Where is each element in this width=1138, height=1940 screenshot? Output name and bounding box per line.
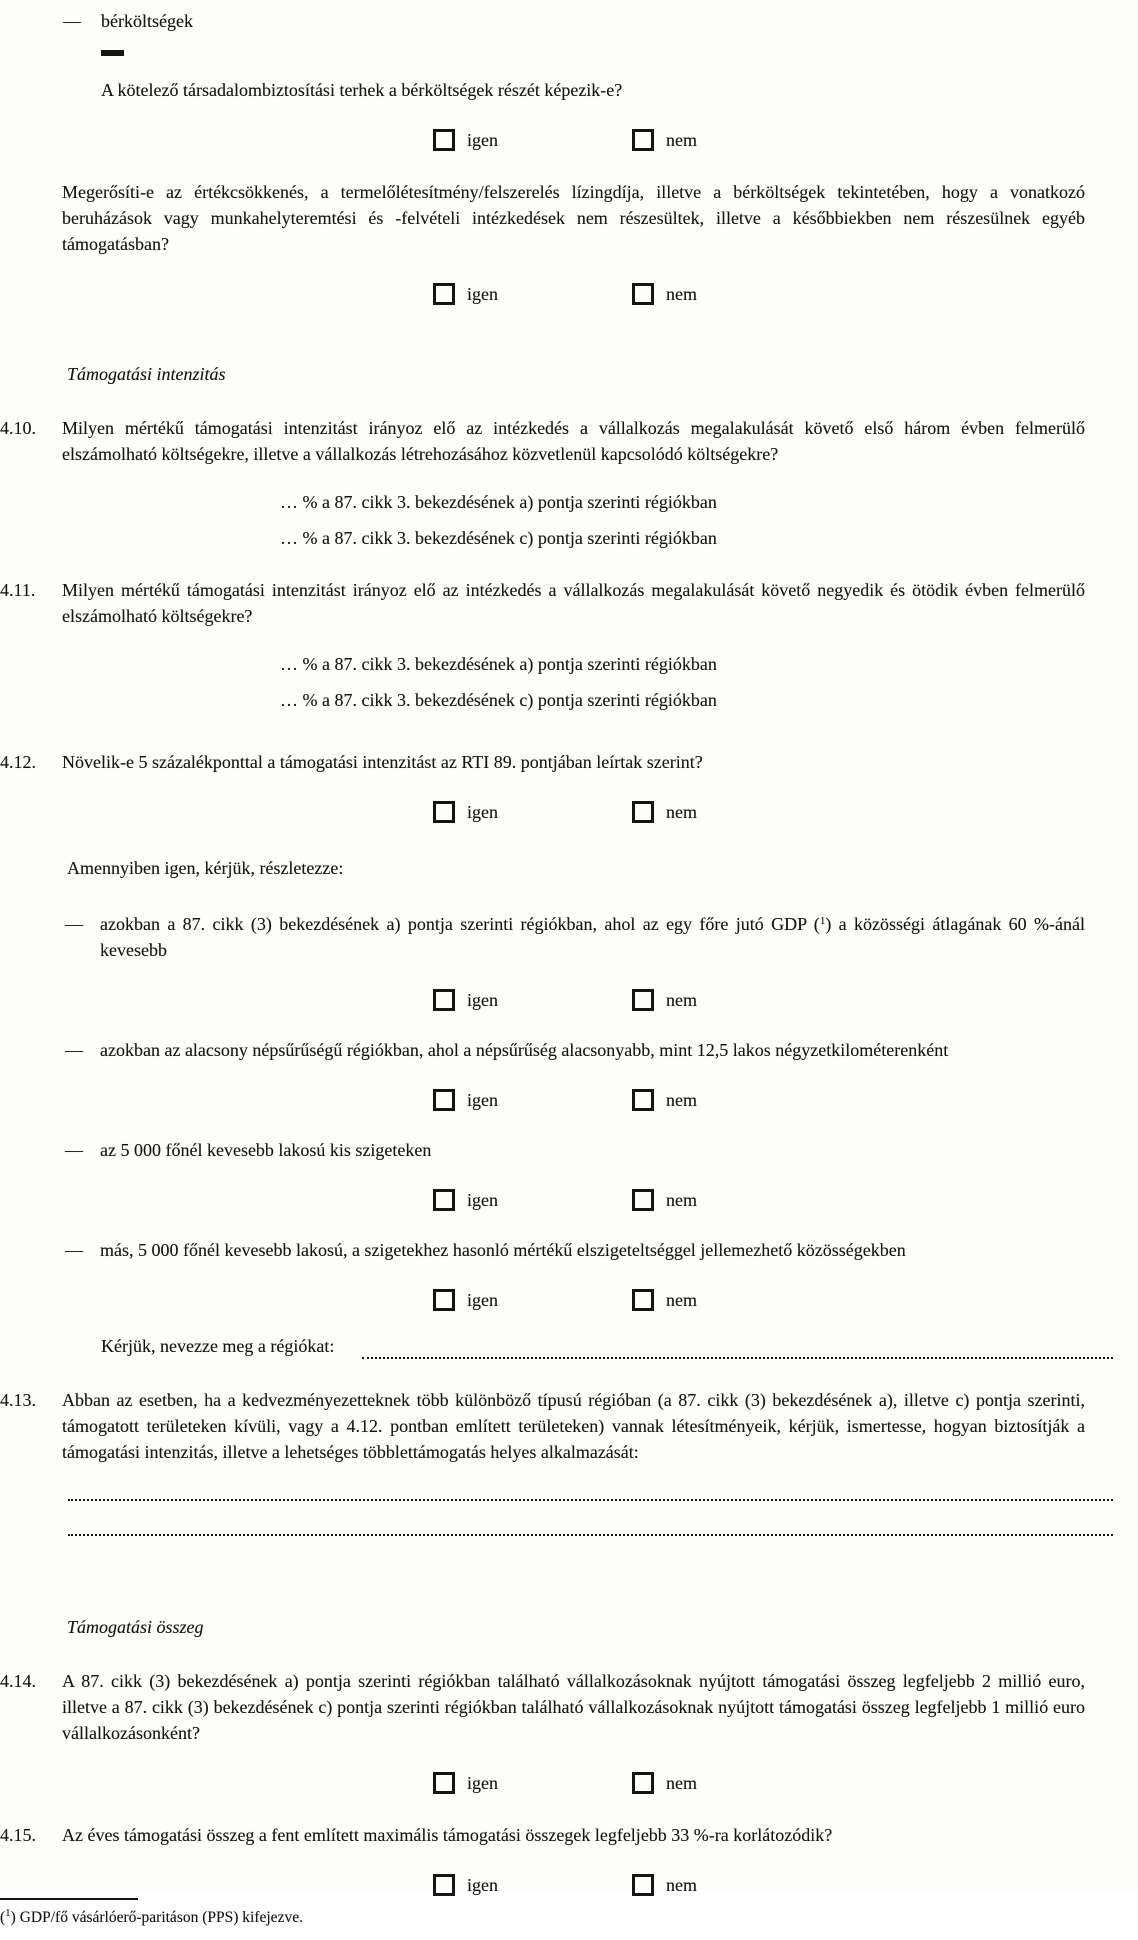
igen-label: igen	[467, 1875, 498, 1895]
igen-label: igen	[467, 1090, 498, 1110]
question-text: Milyen mértékű támogatási intenzitást irányoz elő az intézkedés a vállalkozás megalakulását követő negyedik és ötödik évben felmerülő elszámolható költségekre?	[62, 580, 1085, 626]
region-item-islands	[65, 1137, 1085, 1163]
igen-label: igen	[467, 802, 498, 822]
igen-label: igen	[467, 1773, 498, 1793]
nem-label: nem	[666, 1090, 697, 1110]
nem-label: nem	[666, 1875, 697, 1895]
igen-checkbox[interactable]	[433, 129, 455, 151]
yes-no-row-3	[433, 799, 1138, 825]
igen-label: igen	[467, 1190, 498, 1210]
question-number: 4.15.	[0, 1825, 36, 1845]
nem-checkbox[interactable]	[632, 1189, 654, 1211]
nem-label: nem	[666, 1290, 697, 1310]
region-item-density	[65, 1037, 1085, 1063]
footnote-ref: 1	[819, 915, 826, 927]
name-regions-input-line[interactable]	[362, 1337, 1113, 1359]
question-text: A 87. cikk (3) bekezdésének a) pontja szerinti régiókban található vállalkozásoknak nyújtott támogatási összeg legfeljebb 2 millió euro, illetve a 87. cikk (3) bekezdésének c) pontja szerinti régiókban található vállalkozásoknak nyújtott támogatási összeg legfeljebb 1 millió euro vállalkozásonként?	[62, 1671, 1085, 1743]
igen-checkbox[interactable]	[433, 1289, 455, 1311]
dash-glyph: —	[63, 11, 81, 31]
social-security-question: A kötelező társadalombiztosítási terhek a bérköltségek részét képezik-e?	[101, 80, 623, 100]
answer-line-1[interactable]	[68, 1499, 1113, 1501]
igen-checkbox[interactable]	[433, 989, 455, 1011]
igen-checkbox[interactable]	[433, 1189, 455, 1211]
nem-checkbox[interactable]	[632, 1874, 654, 1896]
confirm-question: Megerősíti-e az értékcsökkenés, a termelőlétesítmény/felszerelés lízingdíja, illetve a bérköltségek tekintetében, hogy a vonatkozó beruházások vagy munkahelyteremtési és -felvételi intézkedések nem részesültek, illetve a későbbiekben nem részesülnek egyéb támogatásban?	[62, 182, 1085, 254]
question-text: Abban az esetben, ha a kedvezményezetteknek több különböző típusú régióban (a 87. cikk (3) bekezdésének a), illetve c) pontja szerinti, támogatott területeken kívüli, vagy a 4.12. pontban említett területeken) vannak létesítményeik, kérjük, ismertesse, hogyan biztosítják a támogatási intenzitás, illetve a lehetséges többlettámogatás helyes alkalmazását:	[62, 1390, 1085, 1462]
question-number: 4.14.	[0, 1671, 36, 1691]
nem-label: nem	[666, 802, 697, 822]
pct-region-a-line[interactable]: … % a 87. cikk 3. bekezdésének a) pontja szerinti régiókban	[280, 492, 717, 512]
nem-label: nem	[666, 990, 697, 1010]
wage-costs-label: bérköltségek	[101, 11, 193, 31]
nem-label: nem	[666, 284, 697, 304]
section-heading-amount: Támogatási összeg	[67, 1617, 204, 1637]
question-4-14	[0, 1668, 1085, 1746]
yes-no-row-6	[433, 1187, 1138, 1213]
question-number: 4.11.	[0, 580, 36, 600]
question-text: Növelik-e 5 százalékponttal a támogatási intenzitást az RTI 89. pontjában leírtak szerint?	[62, 752, 703, 772]
footnote	[0, 1898, 1138, 1940]
nem-checkbox[interactable]	[632, 1289, 654, 1311]
region-item-density-text: azokban az alacsony népsűrűségű régiókban, ahol a népsűrűség alacsonyabb, mint 12,5 lakos négyzetkilométerenként	[100, 1040, 949, 1060]
nem-label: nem	[666, 130, 697, 150]
igen-checkbox[interactable]	[433, 1772, 455, 1794]
wage-costs-item	[63, 8, 1138, 34]
igen-checkbox[interactable]	[433, 1089, 455, 1111]
dash-glyph: —	[65, 914, 83, 934]
yes-no-row-7	[433, 1287, 1138, 1313]
nem-checkbox[interactable]	[632, 801, 654, 823]
nem-checkbox[interactable]	[632, 283, 654, 305]
yes-no-row-1	[433, 127, 1138, 153]
yes-no-row-9	[433, 1872, 1138, 1898]
nem-checkbox[interactable]	[632, 1772, 654, 1794]
nem-checkbox[interactable]	[632, 1089, 654, 1111]
igen-label: igen	[467, 284, 498, 304]
footnote-text: ($^1$) GDP/fő vásárlóerő-paritáson (PPS) kifejezve.	[0, 1907, 303, 1926]
dash-glyph: —	[65, 1140, 83, 1160]
name-regions-row	[101, 1333, 1113, 1359]
igen-label: igen	[467, 1290, 498, 1310]
pct-region-c-line[interactable]: … % a 87. cikk 3. bekezdésének c) pontja szerinti régiókban	[280, 690, 717, 710]
detail-prompt: Amennyiben igen, kérjük, részletezze:	[67, 858, 344, 878]
igen-label: igen	[467, 990, 498, 1010]
section-heading-intensity: Támogatási intenzitás	[67, 364, 226, 384]
region-item-other-text: más, 5 000 főnél kevesebb lakosú, a szigetekhez hasonló mértékű elszigeteltséggel jellemezhető közösségekben	[100, 1240, 906, 1260]
yes-no-row-8	[433, 1770, 1138, 1796]
region-item-gdp	[65, 911, 1085, 963]
region-item-other	[65, 1237, 1115, 1263]
question-number: 4.10.	[0, 418, 36, 438]
region-item-gdp-text: azokban a 87. cikk (3) bekezdésének a) pontja szerinti régiókban, ahol az egy főre jutó GDP ($^1$) a közösségi átlagának 60 %-ánál kevesebb	[100, 914, 1086, 960]
wage-costs-checkbox[interactable]	[101, 50, 124, 56]
question-4-15	[0, 1822, 1085, 1848]
igen-checkbox[interactable]	[433, 283, 455, 305]
igen-label: igen	[467, 130, 498, 150]
igen-checkbox[interactable]	[433, 801, 455, 823]
region-item-islands-text: az 5 000 főnél kevesebb lakosú kis szigeteken	[100, 1140, 432, 1160]
dash-glyph: —	[65, 1040, 83, 1060]
question-4-13	[0, 1387, 1085, 1465]
pct-region-c-line[interactable]: … % a 87. cikk 3. bekezdésének c) pontja szerinti régiókban	[280, 528, 717, 548]
footnote-rule	[0, 1898, 138, 1900]
footnote-marker: 1	[5, 1907, 11, 1919]
question-text: Milyen mértékű támogatási intenzitást irányoz elő az intézkedés a vállalkozás megalakulását követő első három évben felmerülő elszámolható költségekre, illetve a vállalkozás létrehozásához közvetlenül kapcsolódó költségekre?	[62, 418, 1085, 464]
yes-no-row-5	[433, 1087, 1138, 1113]
question-4-11	[0, 577, 1085, 629]
nem-label: nem	[666, 1773, 697, 1793]
nem-checkbox[interactable]	[632, 989, 654, 1011]
question-text: Az éves támogatási összeg a fent említett maximális támogatási összegek legfeljebb 33 %-ra korlátozódik?	[62, 1825, 833, 1845]
yes-no-row-4	[433, 987, 1138, 1013]
yes-no-row-2	[433, 281, 1138, 307]
nem-label: nem	[666, 1190, 697, 1210]
question-4-12	[0, 749, 1085, 775]
name-regions-label: Kérjük, nevezze meg a régiókat:	[101, 1336, 335, 1356]
question-4-10	[0, 415, 1085, 467]
igen-checkbox[interactable]	[433, 1874, 455, 1896]
dash-glyph: —	[65, 1240, 83, 1260]
nem-checkbox[interactable]	[632, 129, 654, 151]
pct-region-a-line[interactable]: … % a 87. cikk 3. bekezdésének a) pontja szerinti régiókban	[280, 654, 717, 674]
answer-line-2[interactable]	[68, 1534, 1113, 1536]
question-number: 4.12.	[0, 752, 36, 772]
question-number: 4.13.	[0, 1390, 36, 1410]
